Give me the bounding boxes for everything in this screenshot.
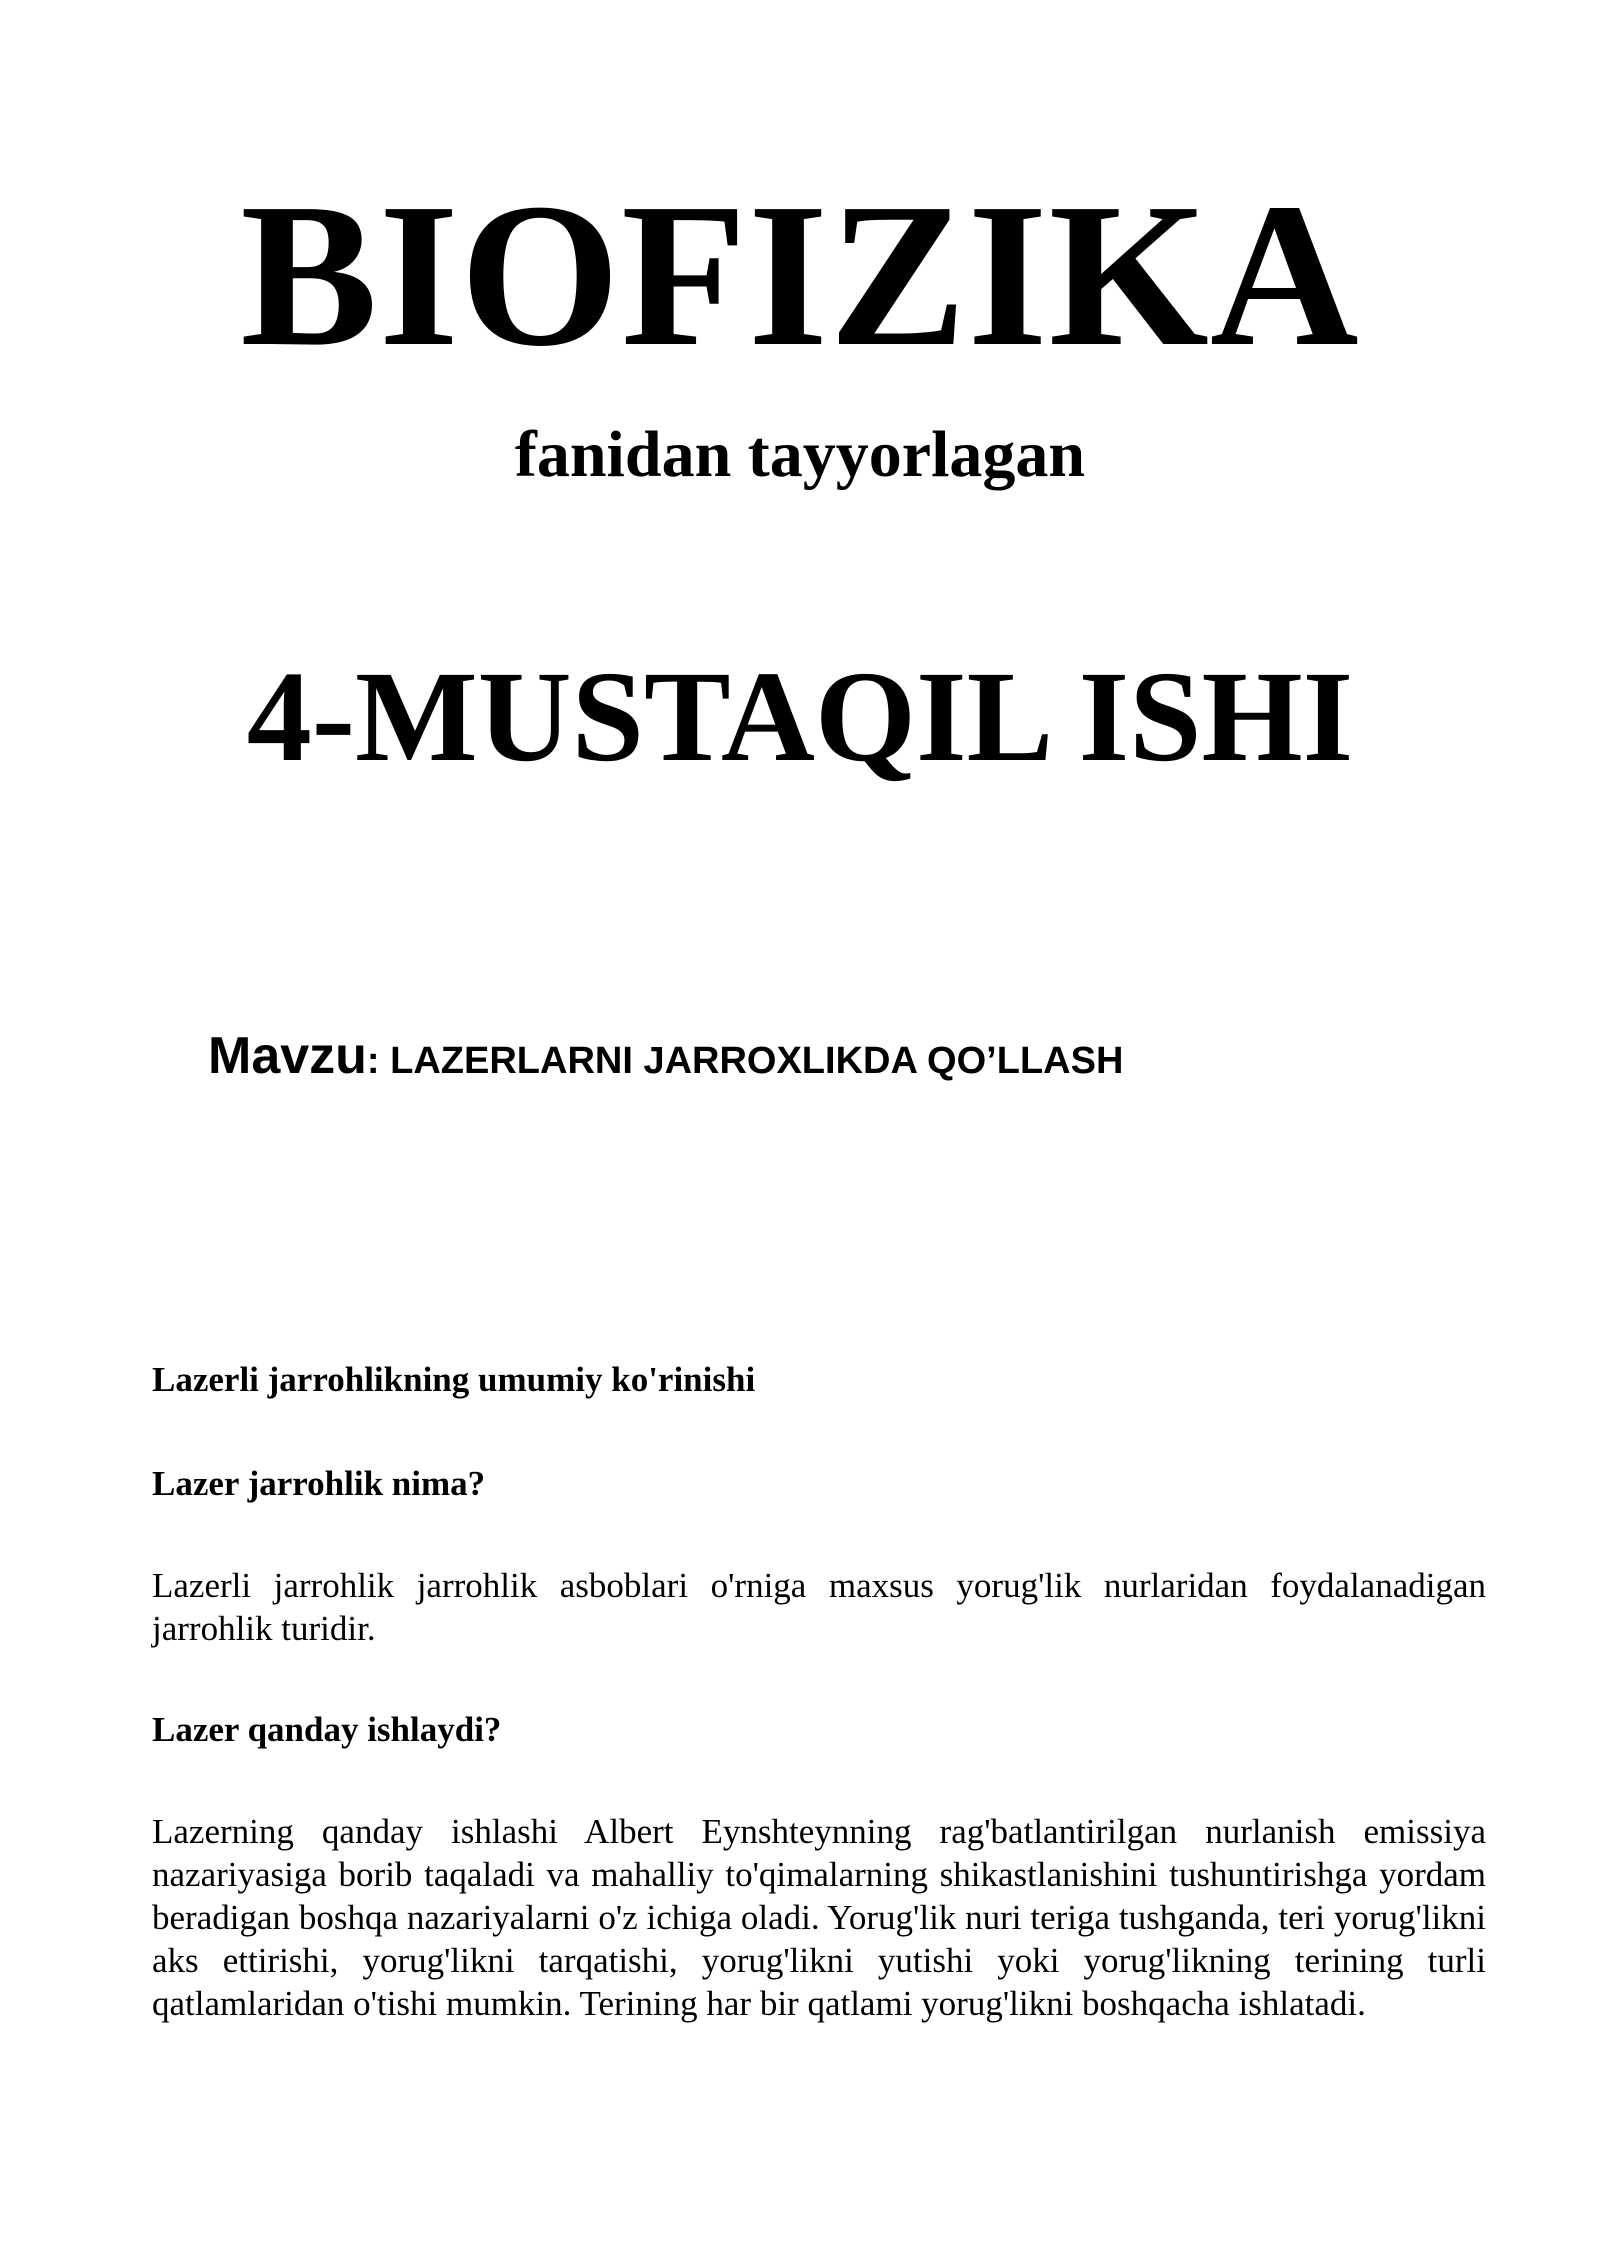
work-title: 4-MUSTAQIL ISHI (246, 645, 1354, 789)
document-title: BIOFIZIKA (240, 160, 1360, 389)
heading-overview: Lazerli jarrohlikning umumiy ko'rinishi (152, 1360, 756, 1399)
heading-how-laser-works: Lazer qanday ishlaydi? (152, 1710, 502, 1749)
paragraph-how-laser-works: Lazerning qanday ishlashi Albert Eynshteynning rag'batlantirilgan nurlanish emissiya nazariyasiga borib taqaladi va mahalliy to'qimalarning shikastlanishini tushuntirishga yordam beradigan boshqa nazariyalarni o'z ichiga oladi. Yorug'lik nuri teriga tushganda, teri yorug'likni aks ettirishi, yorug'likni tarqatishi, yorug'likni yutishi yoki yorug'likning terining turli qatlamlaridan o'tishi mumkin. Terining har bir qatlami yorug'likni boshqacha ishlatadi. (152, 1812, 1486, 2023)
paragraph-what-is-laser-surgery: Lazerli jarrohlik jarrohlik asboblari o'rniga maxsus yorug'lik nurlaridan foydalanadigan jarrohlik turidir. (152, 1566, 1486, 1648)
topic-colon: : (366, 1040, 380, 1082)
topic-line (208, 1027, 1124, 1085)
document-body (152, 1358, 1486, 2025)
topic-label: Mavzu (208, 1027, 367, 1085)
topic-value: LAZERLARNI JARROXLIKDA QO’LLASH (379, 1040, 1124, 1082)
heading-what-is-laser-surgery: Lazer jarrohlik nima? (152, 1464, 486, 1503)
document-subtitle: fanidan tayyorlagan (514, 418, 1086, 491)
